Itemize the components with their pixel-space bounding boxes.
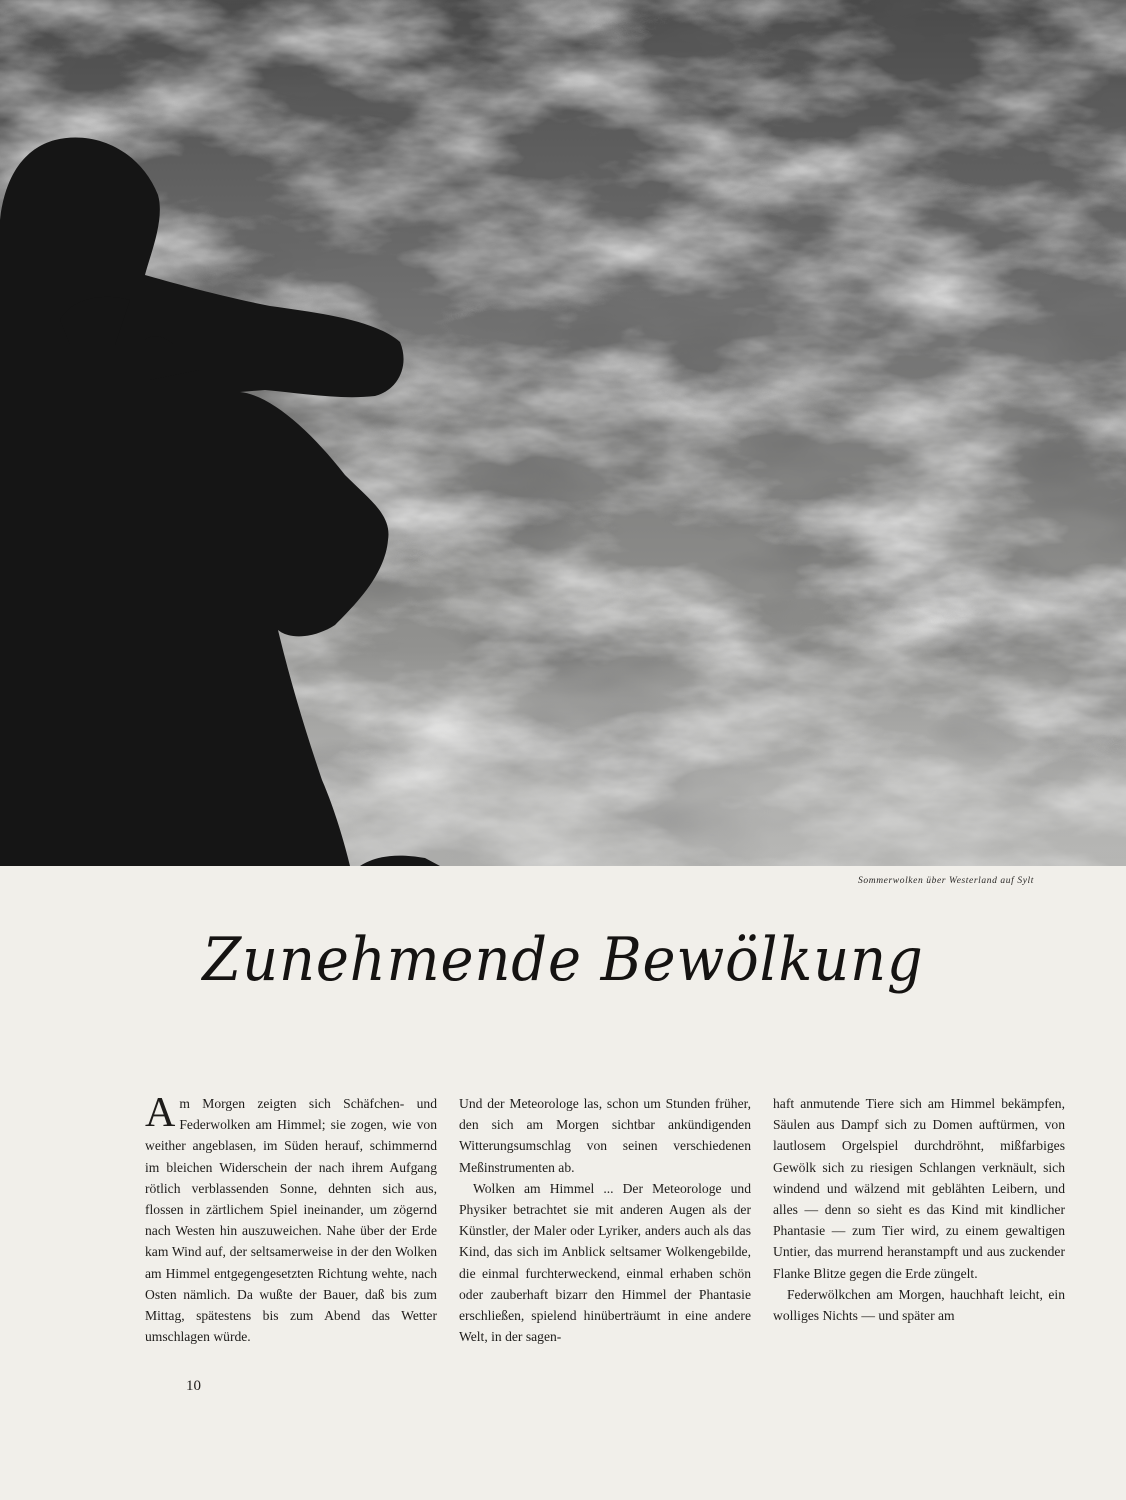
page-number: 10 — [186, 1378, 201, 1394]
paragraph: Federwölkchen am Morgen, hauchhaft leicht, ein wolliges Nichts — und später am — [773, 1286, 1065, 1324]
paragraph: haft anmutende Tiere sich am Himmel bekämpfen, Säulen aus Dampf sich zu Domen auftürmen, von lautlosem Orgelspiel durchdröhnt, mißfarbiges Gewölk sich zu riesigen Schlangen verknäult, sich windend und wälzend mit geblähten Leibern, und alles — denn so sieht es das Kind mit kindlicher Phantasie — zum Tier wird, zu einem gewaltigen Untier, das murrend heranstampft und aus zuckender Flanke Blitze gegen die Erde züngelt. — [773, 1096, 1065, 1281]
drop-cap: A — [145, 1090, 176, 1136]
text-column-1 — [145, 1090, 437, 1347]
text-column-2 — [459, 1093, 751, 1347]
paragraph: Wolken am Himmel ... Der Meteorologe und Physiker betrachtet sie mit anderen Augen als der Künstler, der Maler oder Lyriker, anders auch als das Kind, das sich im Anblick seltsamer Wolkengebilde, die einmal furchterweckend, einmal erhaben schön oder zauberhaft bizarr den Himmel der Phantasie erschließen, spielend hinüberträumt in eine andere Welt, in der sagen- — [459, 1180, 751, 1345]
photo-caption: Sommerwolken über Westerland auf Sylt — [858, 876, 1034, 886]
text-column-3 — [773, 1093, 1065, 1347]
paragraph: Am Morgen zeigten sich Schäfchen- und Federwolken am Himmel; sie zogen, wie von weither angeblasen, im Süden herauf, schimmernd im bleichen Widerschein der nach ihrem Aufgang rötlich verblassenden Sonne, dehnten sich aus, flossen in zärtlichem Spiel ineinander, um zögernd nach Westen hin auszuweichen. Nahe über der Erde kam Wind auf, der seltsamerweise in der den Wolken am Himmel entgegengesetzten Richtung wehte, nach Osten nämlich. Da wußte der Bauer, daß bis zum Mittag, spätestens bis zum Abend das Wetter umschlagen würde. — [145, 1090, 437, 1345]
article-title: Zunehmende Bewölkung — [202, 925, 924, 995]
article-body — [145, 1090, 1065, 1347]
paragraph: Und der Meteorologe las, schon um Stunden früher, den sich am Morgen sichtbar ankündigenden Witterungsumschlag von seinen verschiedenen Meßinstrumenten ab. — [459, 1096, 751, 1175]
